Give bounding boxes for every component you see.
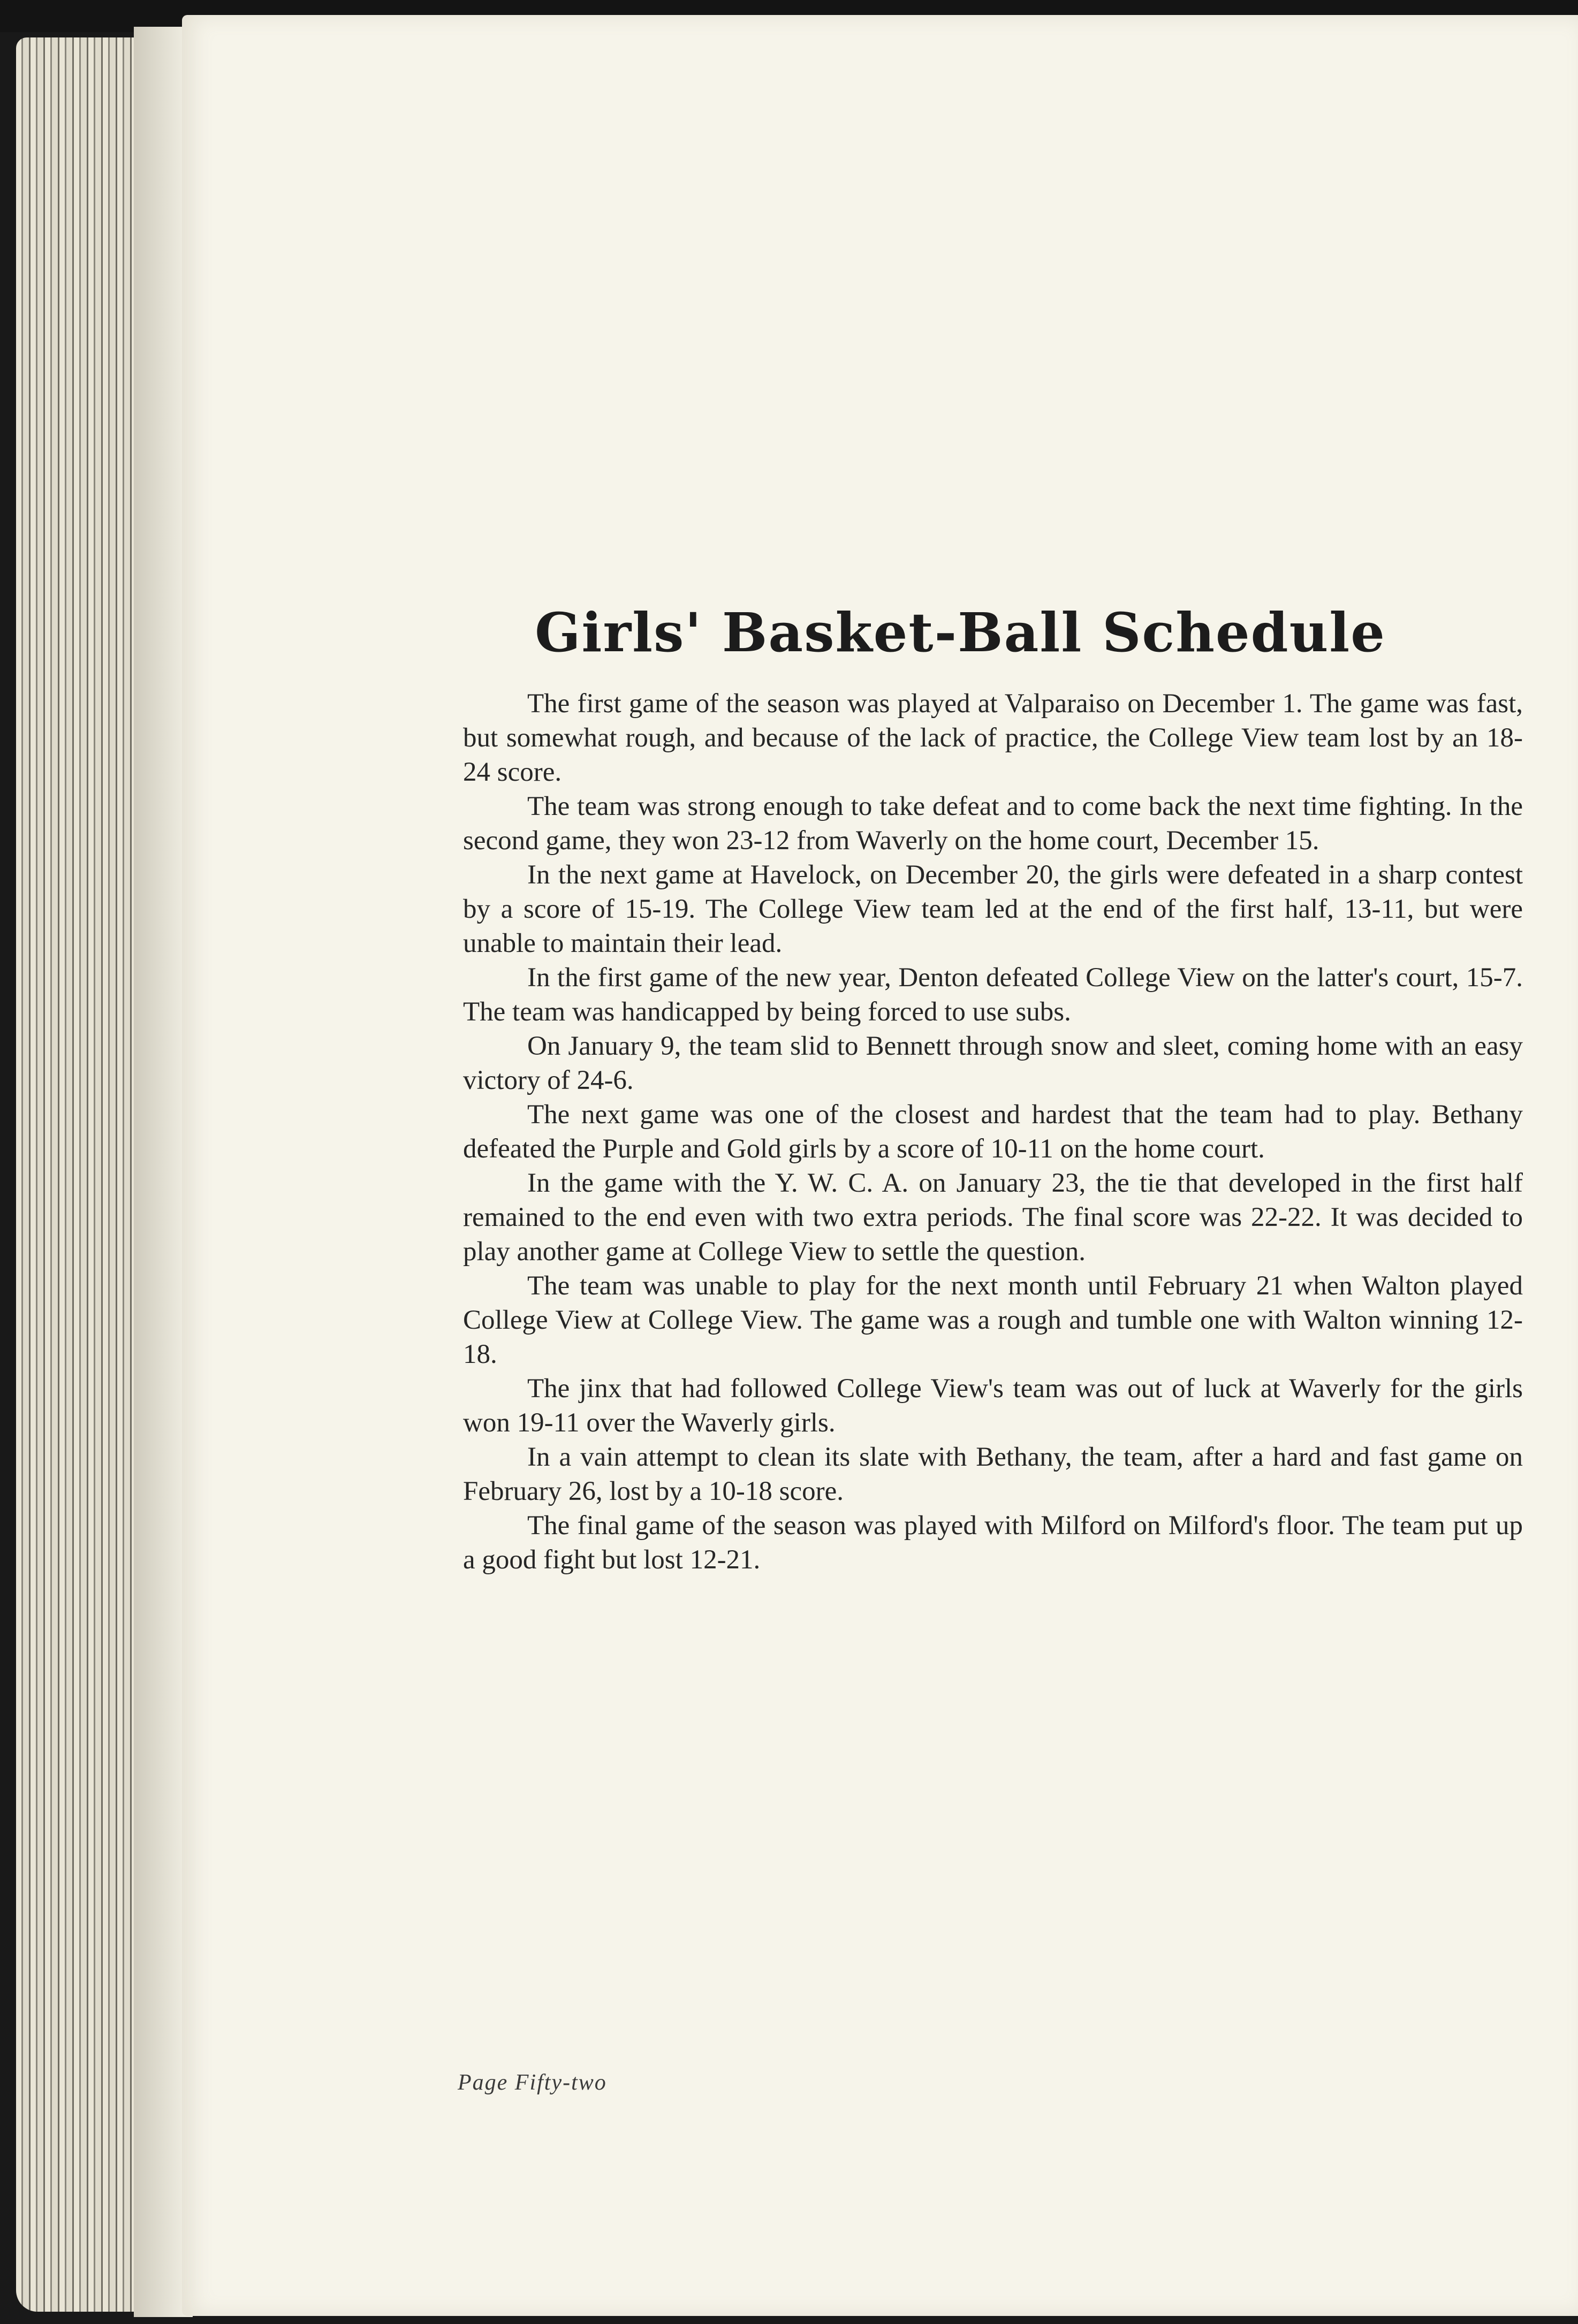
paragraph: The first game of the season was played at Valparaiso on December 1. The game was fast, but somewhat rough, and because of the lack of practice, the College View team lost by an 18-24 score. [463, 689, 1523, 787]
paragraph: The next game was one of the closest and hardest that the team had to play. Bethany defeated the Purple and Gold girls by a score of 10-11 on the home court. [463, 1100, 1523, 1164]
paragraph: In the first game of the new year, Denton defeated College View on the latter's court, 15-7. The team was handicapped by being forced to use subs. [463, 963, 1523, 1027]
page-number: Page Fifty-two [458, 2070, 607, 2095]
paragraph: The team was unable to play for the next month until February 21 when Walton played College View at College View. The game was a rough and tumble one with Walton winning 12-18. [463, 1271, 1523, 1369]
paragraph: The team was strong enough to take defeat and to come back the next time fighting. In the second game, they won 23-12 from Waverly on the home court, December 15. [463, 791, 1523, 856]
page-title: Girls' Basket-Ball Schedule [535, 601, 1386, 664]
article-body [463, 687, 1523, 1577]
paragraph: On January 9, the team slid to Bennett through snow and sleet, coming home with an easy victory of 24-6. [463, 1031, 1523, 1095]
paragraph: The jinx that had followed College View's team was out of luck at Waverly for the girls won 19-11 over the Waverly girls. [463, 1374, 1523, 1438]
book-page [182, 15, 1578, 2316]
paragraph: In the next game at Havelock, on December 20, the girls were defeated in a sharp contest by a score of 15-19. The College View team led at the end of the first half, 13-11, but were unable to maintain their lead. [463, 860, 1523, 958]
paragraph: In the game with the Y. W. C. A. on January 23, the tie that developed in the first half remained to the end even with two extra periods. The final score was 22-22. It was decided to play another game at College View to settle the question. [463, 1168, 1523, 1267]
paragraph: The final game of the season was played with Milford on Milford's floor. The team put up a good fight but lost 12-21. [463, 1511, 1523, 1575]
paragraph: In a vain attempt to clean its slate with Bethany, the team, after a hard and fast game on February 26, lost by a 10-18 score. [463, 1442, 1523, 1506]
